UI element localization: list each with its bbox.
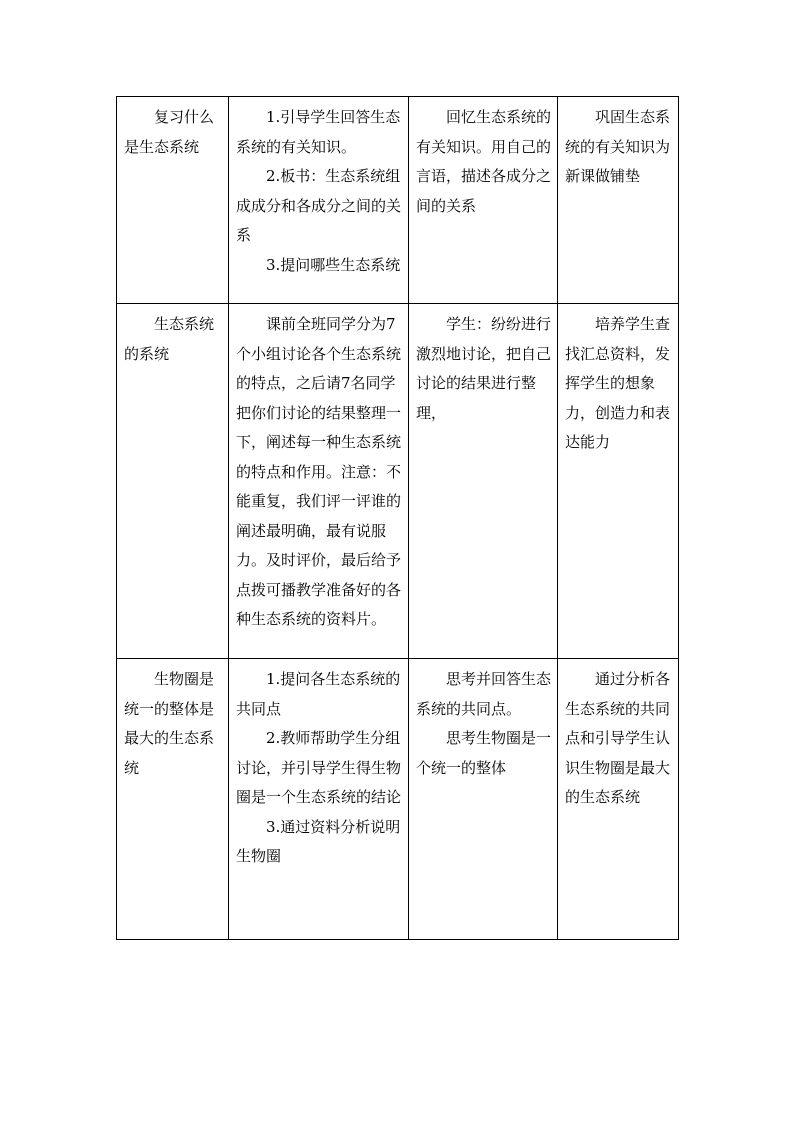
topic-cell: 生态系统的系统 — [117, 304, 229, 659]
teacher-activity-cell: 课前全班同学分为7个小组讨论各个生态系统的特点，之后请7名同学把你们讨论的结果整理一下，阐述每一种生态系统的特点和作用。注意：不能重复，我们评一评谁的阐述最明确，最有说服力。及时评价，最后给予点拨可播教学准备好的各种生态系统的资料片。 — [229, 304, 409, 659]
design-purpose-cell: 巩固生态系统的有关知识为新课做铺垫 — [558, 97, 679, 304]
design-purpose-cell: 培养学生查找汇总资料，发挥学生的想象力，创造力和表达能力 — [558, 304, 679, 659]
student-activity-cell: 回忆生态系统的有关知识。用自己的言语，描述各成分之间的关系 — [409, 97, 558, 304]
student-activity-cell: 学生：纷纷进行激烈地讨论，把自己讨论的结果进行整理， — [409, 304, 558, 659]
table-row — [117, 97, 679, 304]
design-purpose-cell: 通过分析各生态系统的共同点和引导学生认识生物圈是最大的生态系统 — [558, 659, 679, 940]
lesson-plan-table — [116, 96, 679, 940]
topic-cell: 生物圈是统一的整体是最大的生态系统 — [117, 659, 229, 940]
teacher-activity-cell: 1.提问各生态系统的共同点 2.教师帮助学生分组讨论，并引导学生得生物圈是一个生态系统的结论 3.通过资料分析说明生物圈 — [229, 659, 409, 940]
student-activity-cell: 思考并回答生态系统的共同点。 思考生物圈是一个统一的整体 — [409, 659, 558, 940]
table-row — [117, 659, 679, 940]
topic-cell: 复习什么是生态系统 — [117, 97, 229, 304]
table-row — [117, 304, 679, 659]
teacher-activity-cell: 1.引导学生回答生态系统的有关知识。 2.板书：生态系统组成成分和各成分之间的关系 3.提问哪些生态系统 — [229, 97, 409, 304]
